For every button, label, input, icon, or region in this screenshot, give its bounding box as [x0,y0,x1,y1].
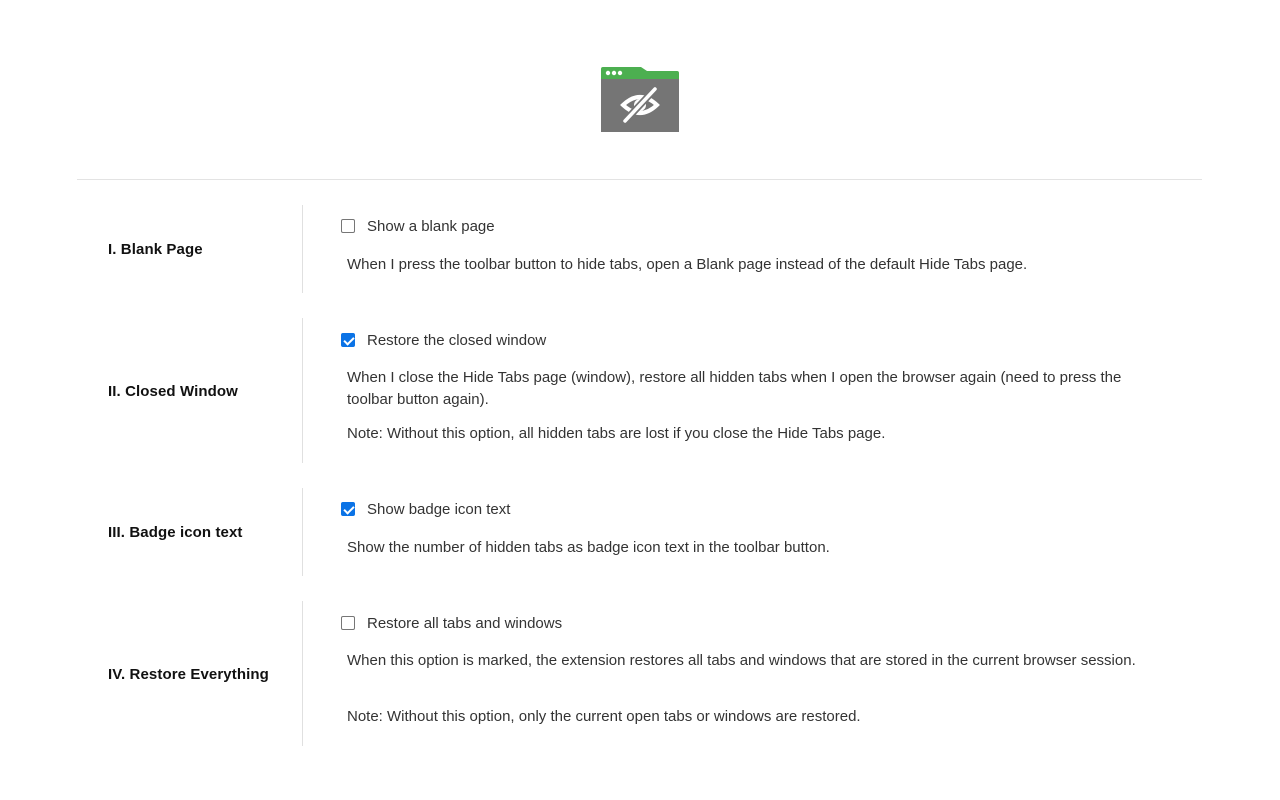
section-title: III. Badge icon text [108,524,243,541]
eye-slash-icon [601,67,679,132]
section-separator [302,488,303,576]
option-row [341,500,510,518]
option-row [341,614,562,632]
option-label[interactable]: Show a blank page [367,217,495,235]
option-label[interactable]: Restore all tabs and windows [367,614,563,632]
option-note: Note: Without this option, only the current open tabs or windows are restored. [347,708,861,725]
show-blank-page-checkbox[interactable] [341,219,355,233]
option-row [341,331,546,349]
option-row [341,217,495,235]
option-note: Note: Without this option, all hidden tabs are lost if you close the Hide Tabs page. [347,425,886,442]
section-title: II. Closed Window [108,383,238,400]
option-description: When I press the toolbar button to hide tabs, open a Blank page instead of the default Hide Tabs page. [347,256,1028,273]
app-logo [601,67,679,132]
show-badge-text-checkbox[interactable] [341,502,355,516]
section-separator [302,601,303,746]
header-divider [77,179,1202,180]
section-separator [302,318,303,463]
option-description: When this option is marked, the extension restores all tabs and windows that are stored in the current browser session. [347,652,1136,669]
section-title: I. Blank Page [108,241,203,258]
restore-all-checkbox[interactable] [341,616,355,630]
option-label[interactable]: Show badge icon text [367,500,511,518]
option-label[interactable]: Restore the closed window [367,331,547,349]
section-separator [302,205,303,293]
section-title: IV. Restore Everything [108,666,269,683]
restore-closed-window-checkbox[interactable] [341,333,355,347]
option-description: When I close the Hide Tabs page (window), restore all hidden tabs when I open the browser again (need to press the toolbar button again). [347,369,1122,408]
option-description: Show the number of hidden tabs as badge icon text in the toolbar button. [347,539,830,556]
